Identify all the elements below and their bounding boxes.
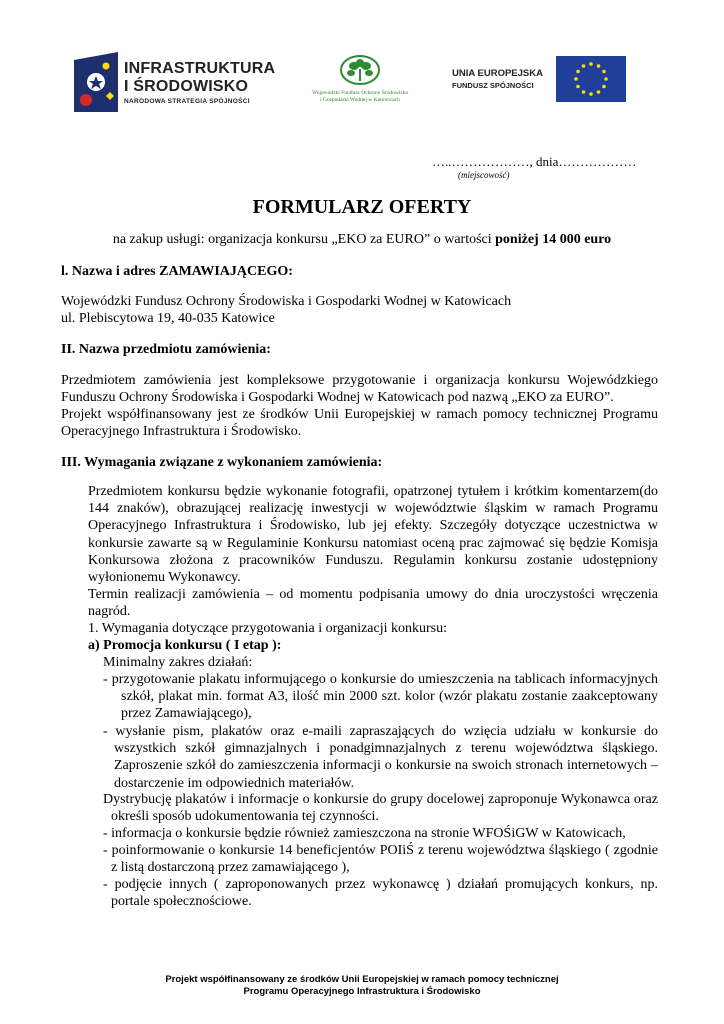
section1-line2: ul. Plebiscytowa 19, 40-035 Katowice bbox=[61, 311, 275, 326]
is-logo-title-line2: I ŚRODOWISKO bbox=[124, 78, 249, 95]
section1-line1: Wojewódzki Fundusz Ochrony Środowiska i Gospodarki Wodnej w Katowicach bbox=[61, 294, 512, 309]
footer-line2: Programu Operacyjnego Infrastruktura i Środowisko bbox=[243, 986, 481, 997]
leaf-tree-icon bbox=[340, 55, 380, 87]
list-item-a: a) Promocja konkursu ( I etap ): bbox=[88, 638, 282, 653]
infrastruktura-emblem-icon bbox=[74, 52, 118, 112]
subtitle bbox=[0, 231, 724, 248]
bullet-other-actions: - podjęcie innych ( zaproponowanych przez wykonawcę ) działań promujących konkurs, np. portale społecznościowe. bbox=[103, 877, 658, 910]
subtitle-prefix: na zakup usługi: organizacja konkursu „EKO za EURO” o wartości bbox=[112, 232, 496, 247]
bullet-beneficiaries: - poinformowanie o konkursie 14 beneficjentów POIiŚ z terenu województwa śląskiego ( zgodnie z listą dostarczoną przez zamawiającego ), bbox=[103, 843, 658, 876]
page-title: FORMULARZ OFERTY bbox=[252, 196, 472, 218]
distribution-paragraph: Dystrybucję plakatów i informacje o konkursie do grupy docelowej zaproponuje Wykonawca oraz określi sposób udokumentowania tej czynności. bbox=[103, 792, 658, 825]
bullet-website: - informacja o konkursie będzie również zamieszczona na stronie WFOŚiGW w Katowicach, bbox=[103, 826, 626, 841]
is-logo-title-line1: INFRASTRUKTURA bbox=[124, 60, 276, 77]
min-scope-label: Minimalny zakres działań: bbox=[103, 655, 253, 670]
eu-flag-icon bbox=[556, 56, 626, 102]
infrastruktura-logo bbox=[74, 52, 274, 114]
eu-logo bbox=[452, 56, 628, 102]
wfosigw-logo-line1: Wojewódzki Fundusz Ochrony Środowiska bbox=[312, 90, 408, 96]
section2-paragraph2: Projekt współfinansowany jest ze środków Unii Europejskiej w ramach pomocy technicznej Programu Operacyjnego Infrastruktura i Środowisko. bbox=[61, 407, 658, 440]
bullet-letters: - wysłanie pism, plakatów oraz e-maili zapraszających do wzięcia udziału w konkursie do wszystkich szkół gimnazjalnych i ponadgimnazjalnych z terenu województwa śląskiego. Zaproszenie szkół do zamieszczenia informacji o konkursie na swoich stronach internetowych – dostarczenie im odpowiednich materiałów. bbox=[103, 724, 658, 791]
section3-paragraph2: Termin realizacji zamówienia – od momentu podpisania umowy do dnia uroczystości wręczenia nagród. bbox=[88, 587, 658, 620]
footer-line1: Projekt współfinansowany ze środków Unii Europejskiej w ramach pomocy technicznej bbox=[165, 974, 559, 985]
place-date-line: …..………………, dnia……………… bbox=[432, 154, 637, 169]
subtitle-value: poniżej 14 000 euro bbox=[495, 232, 612, 247]
wfosigw-logo bbox=[300, 55, 420, 107]
eu-logo-line1: UNIA EUROPEJSKA bbox=[452, 68, 543, 79]
list-item-1: 1. Wymagania dotyczące przygotowania i organizacji konkursu: bbox=[88, 621, 448, 636]
section3-heading: III. Wymagania związane z wykonaniem zamówienia: bbox=[61, 455, 383, 470]
section3-paragraph1: Przedmiotem konkursu będzie wykonanie fotografii, opatrzonej tytułem i krótkim komentarzem(do 144 znaków), obrazującej realizację inwestycji w województwie śląskim w ramach Programu Operacyjnego Infrastruktura i Środowisko, lub jej efekty. Szczegóły dotyczące uczestnictwa w konkursie zawarte są w Regulaminie Konkursu natomiast oceną prac zajmować się będzie Komisja Konkursowa złożona z pracowników Funduszu. Regulamin konkursu zostanie udostępniony wyłonionemu Wykonawcy. bbox=[88, 484, 658, 586]
wfosigw-logo-line2: i Gospodarki Wodnej w Katowicach bbox=[320, 97, 400, 103]
section2-heading: II. Nazwa przedmiotu zamówienia: bbox=[61, 342, 271, 357]
bullet-poster: - przygotowanie plakatu informującego o konkursie do umieszczenia na tablicach informacyjnych szkół, plakat min. format A3, ilość min 2000 szt. kolor (wzór plakatu zostanie zaakceptowany przez Zamawiającego), bbox=[103, 672, 658, 722]
place-caption: (miejscowość) bbox=[458, 170, 510, 180]
section1-heading: l. Nazwa i adres ZAMAWIAJĄCEGO: bbox=[61, 264, 293, 279]
section2-paragraph1: Przedmiotem zamówienia jest kompleksowe przygotowanie i organizacja konkursu Wojewódzkiego Funduszu Ochrony Środowiska i Gospodarki Wodnej w Katowicach pod nazwą „EKO za EURO”. bbox=[61, 373, 658, 406]
is-logo-subtitle: NARODOWA STRATEGIA SPÓJNOŚCI bbox=[124, 98, 250, 105]
eu-logo-line2: FUNDUSZ SPÓJNOŚCI bbox=[452, 81, 534, 90]
